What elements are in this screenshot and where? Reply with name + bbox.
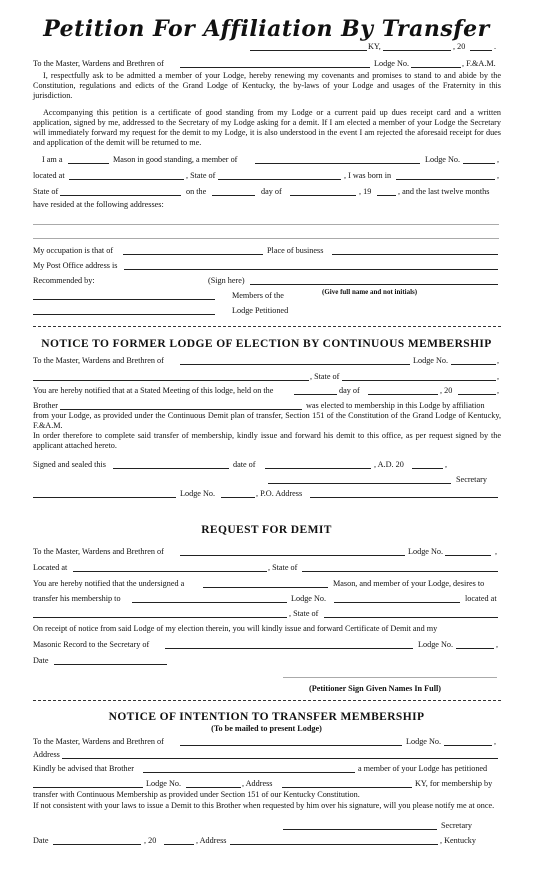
lodge-no-label: Lodge No.: [425, 155, 461, 164]
lodge-no-label: Lodge No.: [374, 59, 410, 68]
on-the-label: on the: [186, 187, 207, 196]
po-address-label: , P.O. Address: [256, 489, 303, 498]
notice-address-field[interactable]: [230, 844, 438, 845]
cut-line: [33, 326, 501, 327]
i-am-a-label: I am a: [42, 155, 63, 164]
lodge-no-label: Lodge No.: [146, 779, 182, 788]
address-label: , Address: [196, 836, 227, 845]
petitioner-sign-label: (Petitioner Sign Given Names In Full): [309, 684, 441, 693]
present-lodge-field[interactable]: [180, 745, 402, 746]
petitioned-address-field[interactable]: [282, 787, 412, 788]
birth-state-field[interactable]: [60, 195, 181, 196]
notice-date-field[interactable]: [53, 844, 141, 845]
masonic-record-label: Masonic Record to the Secretary of: [33, 640, 150, 649]
mason-good-standing-label: Mason in good standing, a member of: [113, 155, 238, 164]
address-line-2[interactable]: [33, 238, 499, 239]
located-at-field[interactable]: [69, 179, 184, 180]
comma: ,: [497, 155, 500, 164]
comma: ,: [497, 386, 500, 395]
address-label: Address: [33, 750, 60, 759]
signed-month-field[interactable]: [265, 468, 371, 469]
birthplace-field[interactable]: [396, 179, 495, 180]
kentucky-label: , Kentucky: [440, 836, 476, 845]
birth-year-field[interactable]: [377, 195, 396, 196]
to-master-label: To the Master, Wardens and Brethren of: [33, 59, 164, 68]
degree-field[interactable]: [68, 163, 109, 164]
date-label: Date: [33, 836, 49, 845]
business-field[interactable]: [332, 254, 498, 255]
comma: ,: [496, 640, 499, 649]
member-petitioned-label: a member of your Lodge has petitioned: [358, 764, 488, 773]
masonic-record-secretary-field[interactable]: [165, 648, 413, 649]
sign-here-label: (Sign here): [208, 276, 245, 285]
recommender-2-field[interactable]: [33, 314, 215, 315]
transfer-continuous-label: transfer with Continuous Membership as provided under Section 151 of our Kentucky Constitution.: [33, 790, 360, 799]
day-of-label: day of: [339, 386, 360, 395]
state-of-label: , State of: [289, 609, 319, 618]
date-label: Date: [33, 656, 49, 665]
ky-membership-label: KY, for membership by: [415, 779, 493, 788]
meeting-month-field[interactable]: [368, 394, 438, 395]
demit-lodge-no-field[interactable]: [445, 555, 491, 556]
comma: ,: [445, 460, 448, 469]
lodge-no-label: Lodge No.: [418, 640, 454, 649]
state-of-label: , State of: [268, 563, 298, 572]
mason-member-label: Mason, and member of your Lodge, desires to: [333, 579, 485, 588]
recommender-1-field[interactable]: [33, 299, 215, 300]
on-receipt-label: On receipt of notice from said Lodge of my election therein, you will kindly issue and forward Certificate of Demit and my: [33, 624, 438, 633]
address-label: , Address: [242, 779, 273, 788]
lodge-no-field[interactable]: [411, 67, 461, 68]
order-therefore-paragraph: In order therefore to complete said transfer of membership, kindly issue and forward his demit to this office, as per request signed by the applicant attached hereto.: [33, 431, 501, 450]
member-lodge-no-field[interactable]: [463, 163, 495, 164]
meeting-day-field[interactable]: [294, 394, 337, 395]
state-field[interactable]: [218, 179, 341, 180]
last-twelve-months-label: , and the last twelve months: [398, 187, 490, 196]
transfer-lodge-no-field[interactable]: [334, 602, 460, 603]
state-of-label: , State of: [310, 372, 340, 381]
ad-label: , A.D. 20: [374, 460, 404, 469]
place-of-business-label: Place of business: [267, 246, 324, 255]
demit-date-field[interactable]: [54, 664, 167, 665]
lodge-petitioned-label: Lodge Petitioned: [232, 306, 289, 315]
nineteen-label: , 19: [359, 187, 372, 196]
cut-line: [33, 700, 501, 701]
demit-located-field[interactable]: [73, 571, 267, 572]
to-master-label: To the Master, Wardens and Brethren of: [33, 737, 164, 746]
comma: ,: [497, 372, 500, 381]
ky-label: KY,: [368, 42, 381, 51]
transfer-state-field[interactable]: [324, 617, 498, 618]
paragraph-accompanying: Accompanying this petition is a certificate of good standing from my Lodge or a current paid up dues receipt card and a written application, signed by me, addressed to the Secretary of my Lodge asking for a demit. If I am elected a member of your Lodge the Secretary will immediately forward my request for the demit to my Lodge, it is also understood in the event I am rejected the aforesaid receipt for dues and application of the demit will be returned to me.: [33, 108, 501, 147]
city-field[interactable]: [250, 50, 367, 51]
former-lodge-field[interactable]: [180, 364, 410, 365]
lodge-no-label: Lodge No.: [413, 356, 449, 365]
located-at-label: located at: [465, 594, 497, 603]
secretary-signature-field[interactable]: [283, 829, 437, 830]
state-of-label: , State of: [186, 171, 216, 180]
section-heading-notice-former-lodge: NOTICE TO FORMER LODGE OF ELECTION BY CONTINUOUS MEMBERSHIP: [41, 338, 492, 350]
month-day-field[interactable]: [383, 50, 451, 51]
kindly-advised-label: Kindly be advised that Brother: [33, 764, 134, 773]
members-of-the-label: Members of the: [232, 291, 284, 300]
petitioner-signature-field[interactable]: [283, 677, 497, 678]
birth-month-field[interactable]: [290, 195, 356, 196]
date-of-label: date of: [233, 460, 256, 469]
petitioned-lodge-field[interactable]: [33, 787, 143, 788]
give-full-name-note: (Give full name and not initials): [322, 288, 418, 296]
signed-year-field[interactable]: [412, 468, 443, 469]
to-master-label: To the Master, Wardens and Brethren of: [33, 356, 164, 365]
lodge-no-label: Lodge No.: [406, 737, 442, 746]
secretary-signature-field[interactable]: [268, 483, 451, 484]
transfer-label: transfer his membership to: [33, 594, 121, 603]
post-office-field[interactable]: [124, 269, 498, 270]
lodge-name-field[interactable]: [180, 67, 370, 68]
if-not-consistent-paragraph: If not consistent with your laws to issue a Demit to this Brother when requested by him over his signature, will you please notify me at once.: [33, 801, 495, 810]
transfer-location-field[interactable]: [33, 617, 287, 618]
signed-sealed-label: Signed and sealed this: [33, 460, 106, 469]
post-office-label: My Post Office address is: [33, 261, 118, 270]
state-of-birth-label: State of: [33, 187, 59, 196]
former-lodge-state-field[interactable]: [342, 380, 496, 381]
day-of-label: day of: [261, 187, 282, 196]
form-title: Petition For Affiliation By Transfer: [43, 16, 490, 42]
born-in-label: , I was born in: [344, 171, 392, 180]
brother-name-field[interactable]: [143, 772, 355, 773]
transfer-lodge-field[interactable]: [132, 602, 287, 603]
year-label: , 20: [144, 836, 157, 845]
section-heading-notice-intention: NOTICE OF INTENTION TO TRANSFER MEMBERSHIP: [108, 711, 425, 723]
signed-day-field[interactable]: [113, 468, 229, 469]
lodge-no-label: Lodge No.: [291, 594, 327, 603]
present-lodge-no-field[interactable]: [444, 745, 492, 746]
year-field[interactable]: [470, 50, 492, 51]
comma: ,: [494, 737, 497, 746]
member-lodge-field[interactable]: [255, 163, 420, 164]
mailed-to-present-lodge-note: (To be mailed to present Lodge): [211, 724, 322, 733]
located-at-label: Located at: [33, 563, 68, 572]
year-label: , 20: [453, 42, 466, 51]
former-lodge-no-field[interactable]: [451, 364, 496, 365]
occupation-label: My occupation is that of: [33, 246, 114, 255]
fam-label: , F.&A.M.: [462, 59, 496, 68]
brother-name-field[interactable]: [60, 409, 302, 410]
meeting-year-field[interactable]: [458, 394, 496, 395]
petitioned-lodge-no-field[interactable]: [186, 787, 241, 788]
masonic-lodge-no-field[interactable]: [456, 648, 494, 649]
former-lodge-location-field[interactable]: [33, 380, 309, 381]
present-lodge-address-field[interactable]: [62, 758, 498, 759]
lodge-no-label: Lodge No.: [408, 547, 444, 556]
comma: ,: [497, 356, 500, 365]
secretary-lodge-no-field[interactable]: [221, 497, 255, 498]
secretary-lodge-field[interactable]: [33, 497, 176, 498]
notice-year-field[interactable]: [164, 844, 194, 845]
occupation-field[interactable]: [123, 254, 263, 255]
demit-state-field[interactable]: [302, 571, 498, 572]
comma: ,: [495, 547, 498, 556]
located-at-label: located at: [33, 171, 65, 180]
have-resided-label: have resided at the following addresses:: [33, 200, 164, 209]
to-master-label: To the Master, Wardens and Brethren of: [33, 547, 164, 556]
secretary-label: Secretary: [456, 475, 487, 484]
section-heading-request-demit: REQUEST FOR DEMIT: [201, 524, 332, 536]
po-address-field[interactable]: [310, 497, 498, 498]
paragraph-admission: I, respectfully ask to be admitted a member of your Lodge, hereby renewing my covenants and promises to stand to and abide by the Constitution, regulations and edicts of the Grand Lodge of Kentucky, the by-laws of your Lodge and usages of the Fraternity in this jurisdiction.: [33, 71, 501, 100]
signature-field[interactable]: [250, 284, 498, 285]
secretary-label: Secretary: [441, 821, 472, 830]
demit-lodge-field[interactable]: [180, 555, 405, 556]
recommended-by-label: Recommended by:: [33, 276, 95, 285]
period: .: [494, 42, 497, 51]
was-elected-label: was elected to membership in this Lodge by affiliation: [306, 401, 485, 410]
notified-undersigned-label: You are hereby notified that the undersigned a: [33, 579, 185, 588]
comma: ,: [497, 171, 500, 180]
brother-label: Brother: [33, 401, 59, 410]
address-line-1[interactable]: [33, 224, 499, 225]
year-label: , 20: [440, 386, 453, 395]
lodge-no-label: Lodge No.: [180, 489, 216, 498]
undersigned-degree-field[interactable]: [203, 587, 328, 588]
continuous-demit-paragraph: from your Lodge, as provided under the Continuous Demit plan of transfer, Section 151 of the Constitution of the Grand Lodge of Kentucky, F.&A.M.: [33, 411, 501, 430]
notified-label: You are hereby notified that at a Stated Meeting of this lodge, held on the: [33, 386, 274, 395]
birth-day-field[interactable]: [212, 195, 255, 196]
